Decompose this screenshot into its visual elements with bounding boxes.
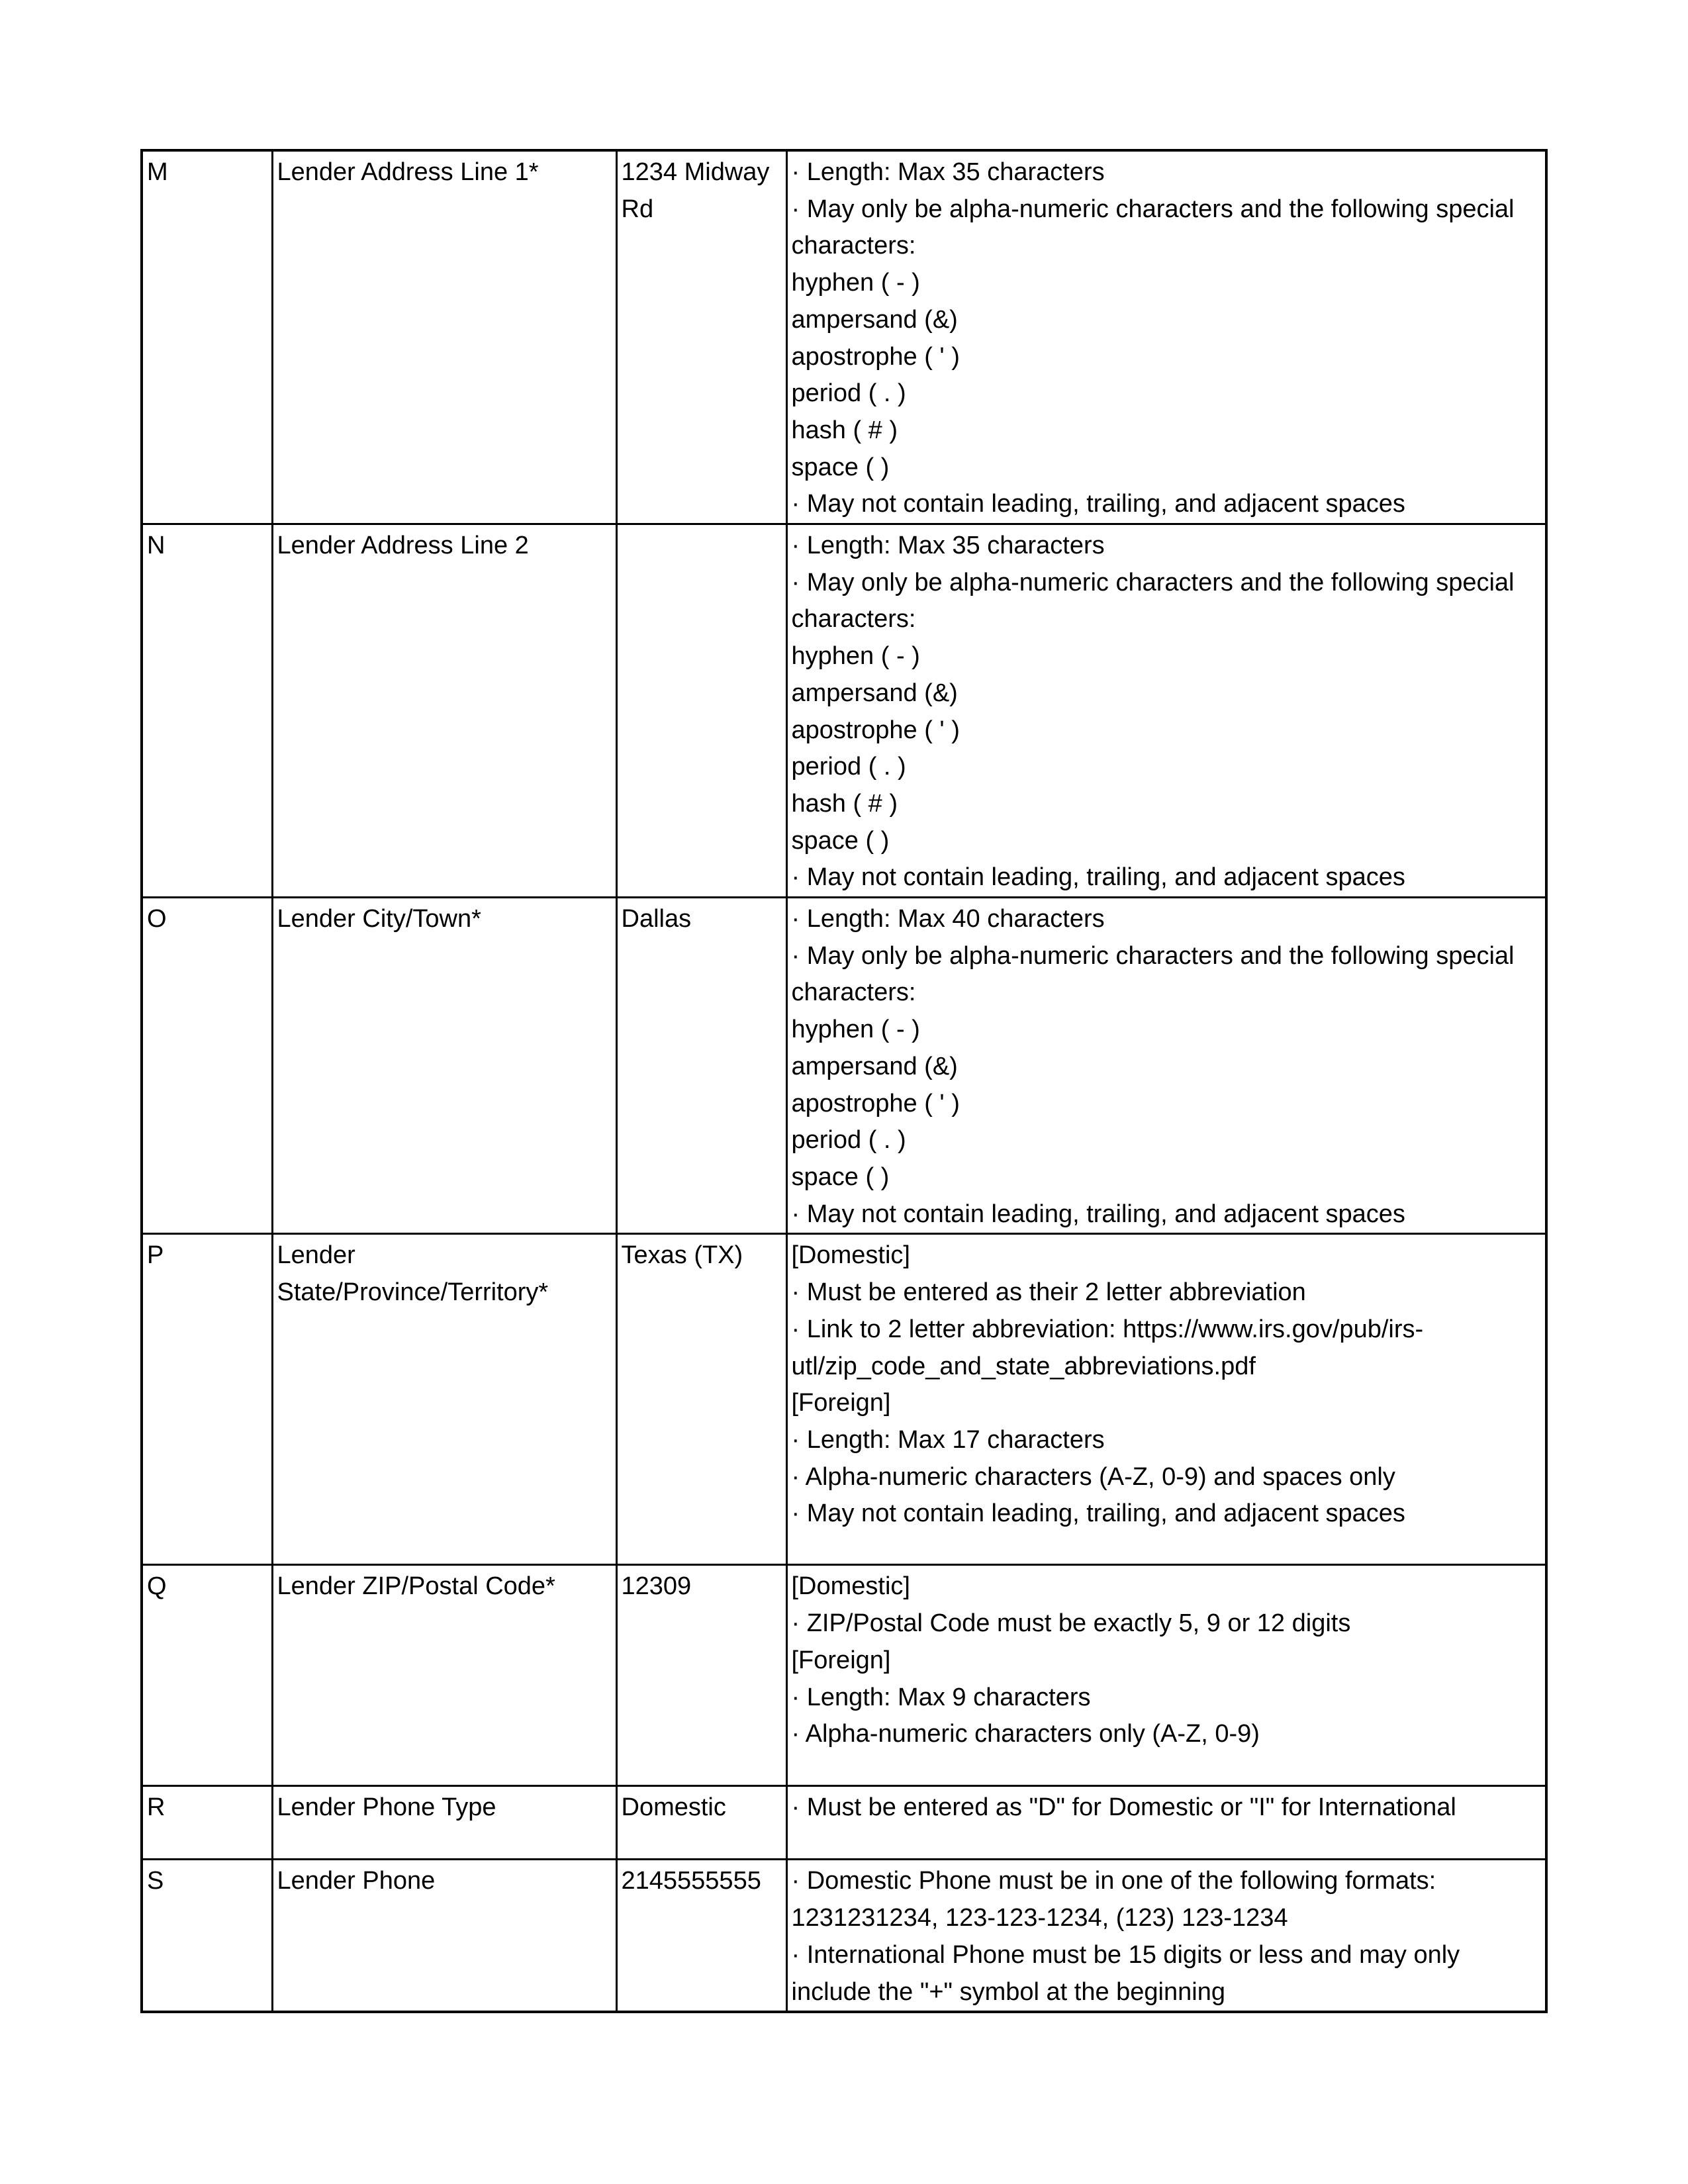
rule-line: ampersand (&) [791,679,958,707]
rule-line: · International Phone must be 15 digits or less and may only include the "+" symbol at the beginning [791,1940,1467,2006]
rule-line: · Length: Max 17 characters [791,1425,1105,1454]
rule-line: ampersand (&) [791,305,958,334]
rule-line: [Foreign] [791,1389,891,1417]
rule-line: · Domestic Phone must be in one of the following formats: 1231231234, 123-123-1234, (123) 123-1234 [791,1867,1443,1932]
field-name-cell: Lender Phone [272,1860,616,2012]
table-row [142,1234,1546,1565]
rule-line: · Length: Max 9 characters [791,1683,1091,1711]
validation-rules-cell [786,898,1546,1234]
rule-line: [Domestic] [791,1241,910,1270]
validation-rules-cell [786,1786,1546,1860]
rule-line: · Length: Max 40 characters [791,905,1105,933]
rule-line: · ZIP/Postal Code must be exactly 5, 9 or 12 digits [791,1609,1351,1638]
field-spec-table-body [142,150,1546,2012]
rule-line: · May not contain leading, trailing, and adjacent spaces [791,863,1405,892]
rule-line: space ( ) [791,1163,890,1191]
rule-line: ampersand (&) [791,1052,958,1080]
table-row [142,524,1546,898]
rule-line: hyphen ( - ) [791,269,920,297]
table-row [142,1860,1546,2012]
field-name-cell: Lender State/Province/Territory* [272,1234,616,1565]
field-name-cell: Lender Address Line 1* [272,150,616,524]
example-value-cell: 1234 Midway Rd [616,150,786,524]
rule-line: period ( . ) [791,753,906,781]
rule-line: apostrophe ( ' ) [791,716,960,744]
rule-line: · Length: Max 35 characters [791,532,1105,560]
validation-rules-cell [786,1565,1546,1786]
rule-line: · Must be entered as their 2 letter abbreviation [791,1278,1306,1307]
rule-line: · May not contain leading, trailing, and adjacent spaces [791,1499,1405,1528]
rule-line: [Foreign] [791,1646,891,1674]
table-row [142,1565,1546,1786]
example-value-cell [616,524,786,898]
rule-line: · Length: Max 35 characters [791,158,1105,186]
field-name-cell: Lender Phone Type [272,1786,616,1860]
column-letter-cell: R [142,1786,272,1860]
rule-line: · Alpha-numeric characters only (A-Z, 0-9) [791,1720,1260,1748]
rule-line: hyphen ( - ) [791,1016,920,1044]
column-letter-cell: S [142,1860,272,2012]
rule-line: · May only be alpha-numeric characters and the following special characters: [791,941,1522,1007]
table-row [142,150,1546,524]
example-value-cell: 12309 [616,1565,786,1786]
example-value-cell: Domestic [616,1786,786,1860]
field-name-cell: Lender City/Town* [272,898,616,1234]
validation-rules-cell [786,1860,1546,2012]
rule-line: hash ( # ) [791,789,898,818]
rule-line: space ( ) [791,453,890,481]
column-letter-cell: Q [142,1565,272,1786]
validation-rules-cell [786,524,1546,898]
field-name-cell: Lender Address Line 2 [272,524,616,898]
field-spec-table [140,149,1548,2013]
rule-line: apostrophe ( ' ) [791,342,960,371]
rule-line: · May not contain leading, trailing, and adjacent spaces [791,490,1405,518]
rule-line: · May not contain leading, trailing, and adjacent spaces [791,1200,1405,1228]
rule-line: space ( ) [791,826,890,855]
example-value-cell: Dallas [616,898,786,1234]
rule-line: · Link to 2 letter abbreviation: https://www.irs.gov/pub/irs-utl/zip_code_and_state_abbreviations.pdf [791,1315,1424,1380]
rule-line: period ( . ) [791,1126,906,1155]
table-row [142,1786,1546,1860]
validation-rules-cell [786,150,1546,524]
table-row [142,898,1546,1234]
rule-line: [Domestic] [791,1572,910,1601]
column-letter-cell: N [142,524,272,898]
rule-line: · May only be alpha-numeric characters and the following special characters: [791,195,1522,260]
column-letter-cell: O [142,898,272,1234]
rule-line: period ( . ) [791,379,906,408]
validation-rules-cell [786,1234,1546,1565]
rule-line: · Alpha-numeric characters (A-Z, 0-9) and spaces only [791,1462,1395,1491]
column-letter-cell: P [142,1234,272,1565]
rule-line: hash ( # ) [791,416,898,444]
rule-line: hyphen ( - ) [791,642,920,671]
column-letter-cell: M [142,150,272,524]
rule-line: · May only be alpha-numeric characters and the following special characters: [791,568,1522,634]
rule-line: apostrophe ( ' ) [791,1089,960,1117]
rule-line: · Must be entered as "D" for Domestic or "I" for International [791,1793,1456,1822]
example-value-cell: Texas (TX) [616,1234,786,1565]
field-name-cell: Lender ZIP/Postal Code* [272,1565,616,1786]
example-value-cell: 2145555555 [616,1860,786,2012]
